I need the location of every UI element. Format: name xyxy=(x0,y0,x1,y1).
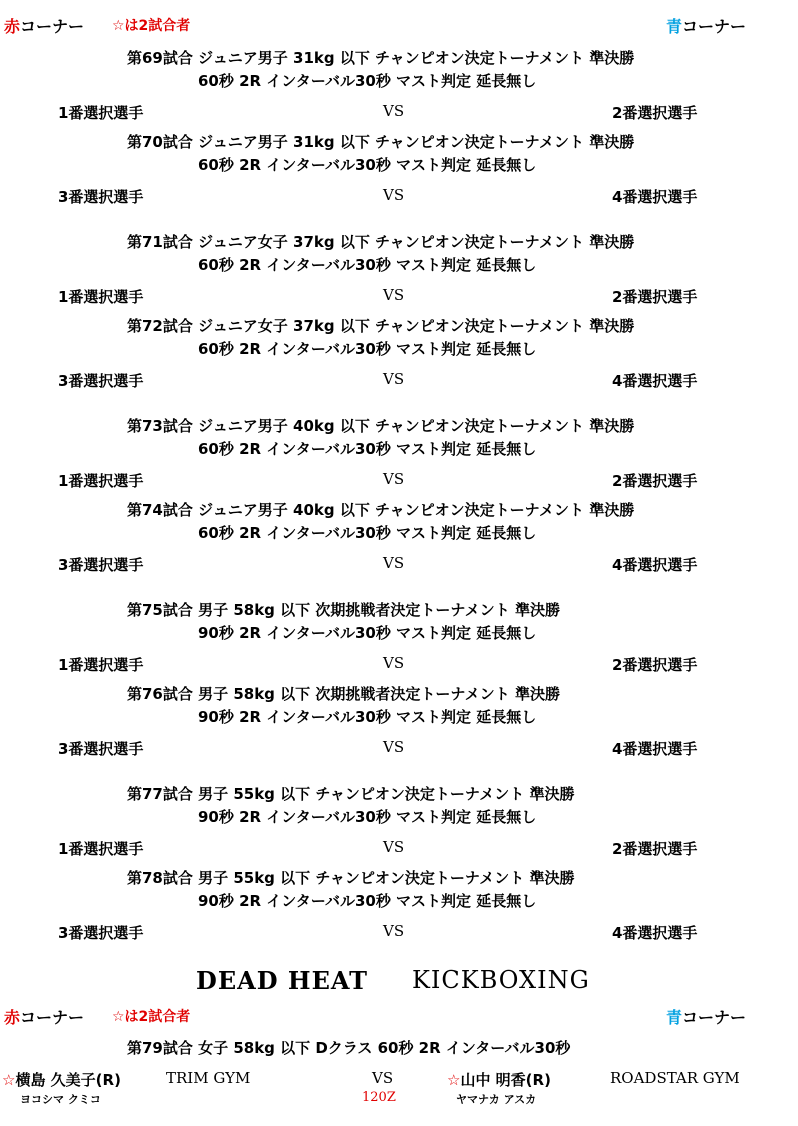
match-title: 第77試合 男子 55kg 以下 チャンピオン決定トーナメント 準決勝 xyxy=(127,785,575,803)
match-title: 第71試合 ジュニア女子 37kg 以下 チャンピオン決定トーナメント 準決勝 xyxy=(127,233,635,251)
red-corner-suffix: コーナー xyxy=(20,17,85,36)
blue-player-slot: 2番選択選手 xyxy=(612,288,698,306)
star-icon: ☆ xyxy=(2,1071,16,1089)
red-player-slot: 1番選択選手 xyxy=(58,472,144,490)
left-fighter-name: 横島 久美子(R) xyxy=(15,1071,121,1089)
blue-player-slot: 2番選択選手 xyxy=(612,104,698,122)
blue-player-slot: 4番選択選手 xyxy=(612,188,698,206)
vs-label: VS xyxy=(383,554,405,572)
blue-player-slot: 4番選択選手 xyxy=(612,372,698,390)
event-title-dead-heat: DEAD HEAT xyxy=(196,966,369,995)
vs-label: VS xyxy=(383,102,405,120)
red-player-slot: 3番選択選手 xyxy=(58,556,144,574)
match-title: 第69試合 ジュニア男子 31kg 以下 チャンピオン決定トーナメント 準決勝 xyxy=(127,49,635,67)
vs-label: VS xyxy=(383,470,405,488)
match-rules: 60秒 2R インターバル30秒 マスト判定 延長無し xyxy=(198,440,537,458)
vs-label: VS xyxy=(383,370,405,388)
match-title: 第74試合 ジュニア男子 40kg 以下 チャンピオン決定トーナメント 準決勝 xyxy=(127,501,635,519)
vs-label: VS xyxy=(383,186,405,204)
blue-corner-char: 青 xyxy=(666,17,683,36)
match-rules: 60秒 2R インターバル30秒 マスト判定 延長無し xyxy=(198,256,537,274)
match-rules: 60秒 2R インターバル30秒 マスト判定 延長無し xyxy=(198,340,537,358)
match-title: 第73試合 ジュニア男子 40kg 以下 チャンピオン決定トーナメント 準決勝 xyxy=(127,417,635,435)
match-title: 第78試合 男子 55kg 以下 チャンピオン決定トーナメント 準決勝 xyxy=(127,869,575,887)
red-player-slot: 3番選択選手 xyxy=(58,188,144,206)
red-player-slot: 3番選択選手 xyxy=(58,740,144,758)
blue-player-slot: 2番選択選手 xyxy=(612,840,698,858)
blue-player-slot: 4番選択選手 xyxy=(612,556,698,574)
blue-player-slot: 4番選択選手 xyxy=(612,924,698,942)
blue-corner-suffix-2: コーナー xyxy=(682,1008,747,1027)
left-fighter xyxy=(2,1069,121,1090)
match-rules: 90秒 2R インターバル30秒 マスト判定 延長無し xyxy=(198,708,537,726)
red-player-slot: 1番選択選手 xyxy=(58,840,144,858)
match-title: 第70試合 ジュニア男子 31kg 以下 チャンピオン決定トーナメント 準決勝 xyxy=(127,133,635,151)
blue-corner-char-2: 青 xyxy=(666,1008,683,1027)
right-fighter-kana: ヤマナカ アスカ xyxy=(456,1093,537,1106)
vs-label: VS xyxy=(383,738,405,756)
double-match-note-2: ☆は2試合者 xyxy=(112,1009,191,1025)
red-corner-label xyxy=(4,14,84,37)
red-corner-label-2 xyxy=(4,1005,84,1028)
red-player-slot: 3番選択選手 xyxy=(58,924,144,942)
blue-player-slot: 2番選択選手 xyxy=(612,472,698,490)
blue-player-slot: 2番選択選手 xyxy=(612,656,698,674)
vs-label: VS xyxy=(383,838,405,856)
match-title: 第72試合 ジュニア女子 37kg 以下 チャンピオン決定トーナメント 準決勝 xyxy=(127,317,635,335)
blue-player-slot: 4番選択選手 xyxy=(612,740,698,758)
right-fighter xyxy=(447,1069,551,1090)
left-fighter-kana: ヨコシマ クミコ xyxy=(20,1093,101,1106)
match-rules: 60秒 2R インターバル30秒 マスト判定 延長無し xyxy=(198,524,537,542)
match-title: 第75試合 男子 58kg 以下 次期挑戦者決定トーナメント 準決勝 xyxy=(127,601,560,619)
star-icon-right: ☆ xyxy=(447,1071,461,1089)
red-corner-suffix-2: コーナー xyxy=(20,1008,85,1027)
event-title-kickboxing: KICKBOXING xyxy=(412,966,590,994)
match-rules: 90秒 2R インターバル30秒 マスト判定 延長無し xyxy=(198,892,537,910)
vs-label: VS xyxy=(383,654,405,672)
red-player-slot: 1番選択選手 xyxy=(58,656,144,674)
match-rules: 90秒 2R インターバル30秒 マスト判定 延長無し xyxy=(198,624,537,642)
left-fighter-gym: TRIM GYM xyxy=(166,1069,251,1087)
vs-label-79: VS xyxy=(372,1069,394,1087)
match-rules: 90秒 2R インターバル30秒 マスト判定 延長無し xyxy=(198,808,537,826)
blue-corner-label xyxy=(666,14,746,37)
match-title: 第76試合 男子 58kg 以下 次期挑戦者決定トーナメント 準決勝 xyxy=(127,685,560,703)
vs-label: VS xyxy=(383,286,405,304)
vs-label: VS xyxy=(383,922,405,940)
right-fighter-gym: ROADSTAR GYM xyxy=(610,1069,740,1087)
red-player-slot: 3番選択選手 xyxy=(58,372,144,390)
match-rules: 60秒 2R インターバル30秒 マスト判定 延長無し xyxy=(198,156,537,174)
right-fighter-name: 山中 明香(R) xyxy=(460,1071,551,1089)
red-corner-char: 赤 xyxy=(4,17,21,36)
double-match-note: ☆は2試合者 xyxy=(112,18,191,34)
blue-corner-label-2 xyxy=(666,1005,746,1028)
red-player-slot: 1番選択選手 xyxy=(58,288,144,306)
glove-weight: 120Z xyxy=(362,1090,396,1105)
match-rules: 60秒 2R インターバル30秒 マスト判定 延長無し xyxy=(198,72,537,90)
match-79-line: 第79試合 女子 58kg 以下 Dクラス 60秒 2R インターバル30秒 xyxy=(127,1039,571,1057)
red-player-slot: 1番選択選手 xyxy=(58,104,144,122)
red-corner-char-2: 赤 xyxy=(4,1008,21,1027)
blue-corner-suffix: コーナー xyxy=(682,17,747,36)
